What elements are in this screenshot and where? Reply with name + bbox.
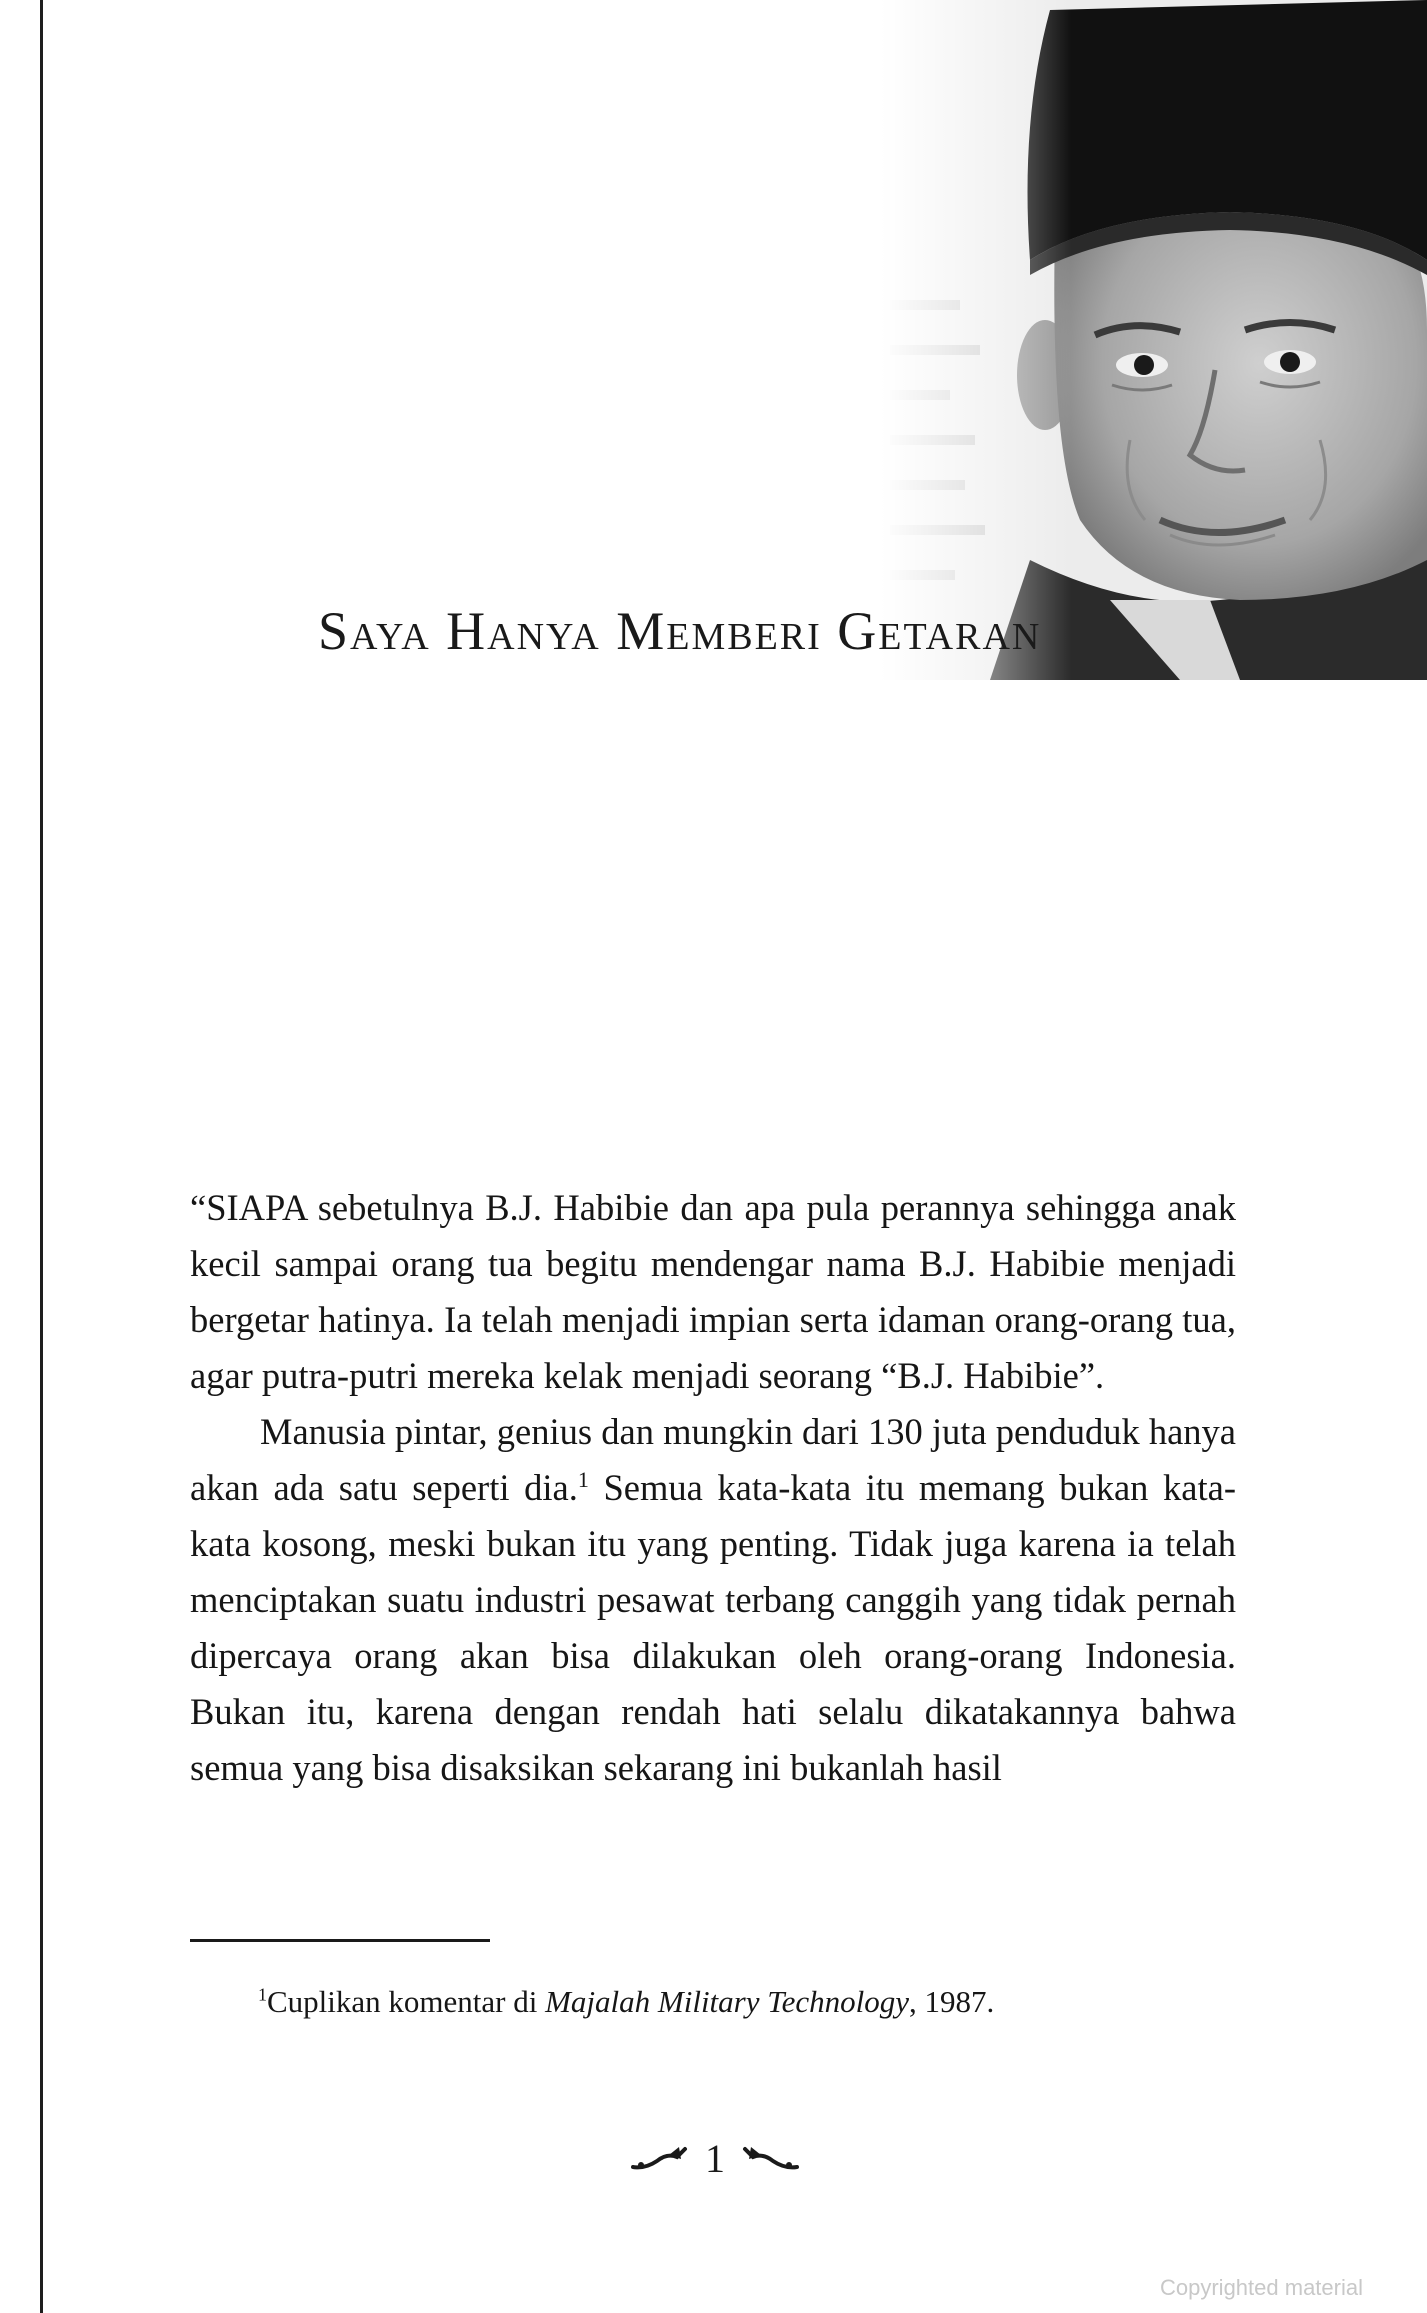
footnote-divider [190,1939,490,1942]
footnote [258,1984,994,2020]
footnote-source: Majalah Military Technology [545,1984,910,2019]
chapter-title: Saya Hanya Memberi Getaran [318,601,1042,661]
page-binding-edge [40,0,43,2313]
page-folio [620,2130,810,2186]
copyright-watermark: Copyrighted material [1160,2275,1363,2300]
footnote-reference[interactable]: 1 [577,1466,589,1492]
footnote-text: Cuplikan komentar di [267,1984,546,2019]
footnote-mark: 1 [258,1984,267,2005]
flourish-left-icon [631,2143,689,2173]
footnote-text-end: , 1987. [909,1984,995,2019]
paragraph-text: Semua kata-kata itu memang bukan kata-kata kosong, meski bukan itu yang penting. Tidak juga karena ia telah menciptakan suatu industri pesawat terbang canggih yang tidak pernah dipercaya orang akan bisa dilakukan oleh orang-orang Indonesia. Bukan itu, karena dengan rendah hati selalu dikatakannya bahwa semua yang bisa disaksikan sekarang ini bukanlah hasil [190,1467,1236,1788]
paragraph [190,1404,1236,1796]
body-text [190,1180,1236,1796]
paragraph-text: Manusia pintar, genius dan mungkin dari 130 juta penduduk hanya akan ada satu seperti dia. [190,1411,1236,1508]
flourish-right-icon [741,2143,799,2173]
portrait-photo [880,0,1427,680]
paragraph: “SIAPA sebetulnya B.J. Habibie dan apa pula perannya sehingga anak kecil sampai orang tua begitu mendengar nama B.J. Habibie menjadi bergetar hatinya. Ia telah menjadi impian serta idaman orang-orang tua, agar putra-putri mereka kelak menjadi seorang “B.J. Habibie”. [190,1187,1236,1396]
page-number: 1 [705,2135,725,2181]
